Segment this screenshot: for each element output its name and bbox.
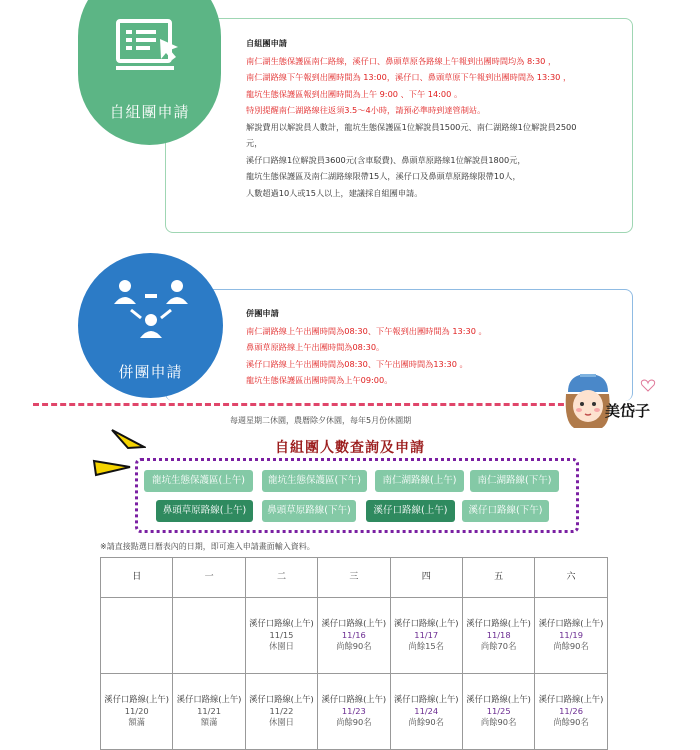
cell-date: 11/26 (559, 705, 583, 716)
route-button[interactable]: 南仁湖路線(上午) (375, 470, 464, 492)
cell-date: 11/24 (414, 705, 439, 716)
cell-date: 11/16 (341, 629, 366, 640)
dashed-divider (33, 403, 573, 406)
cell-route: 溪仔口路線(上午) (393, 618, 459, 629)
self-group-circle[interactable] (78, 0, 221, 145)
cell-status: 休園日 (269, 717, 294, 728)
query-title: 自組團人數查詢及申請 (275, 440, 425, 456)
cell-status: 尚餘70名 (480, 641, 517, 652)
calendar-week-row (101, 598, 608, 674)
cell-route: 溪仔口路線(上午) (466, 618, 531, 629)
cell-route: 溪仔口路線(上午) (466, 694, 531, 705)
calendar-day-cell[interactable] (101, 674, 173, 750)
calendar-day-cell[interactable] (173, 674, 245, 750)
cell-status: 尚餘90名 (408, 717, 444, 728)
self-group-line: 元， (246, 138, 263, 148)
calendar-day-cell[interactable] (535, 598, 607, 674)
calendar-day-cell[interactable] (390, 674, 462, 750)
weekday-header: 四 (390, 558, 462, 598)
join-group-line: 鼻頭草原路線上午出團時間為08:30。 (246, 342, 385, 352)
cell-status: 尚餘90名 (336, 717, 372, 728)
cell-status: 尚餘90名 (553, 717, 589, 728)
calendar-day-cell[interactable] (318, 674, 390, 750)
calendar-day-cell[interactable] (245, 674, 317, 750)
self-group-line: 特別提醒南仁湖路線往返須3.5～4小時，請預必準時到達管制站。 (246, 105, 486, 115)
cell-route: 溪仔口路線(上午) (321, 694, 387, 705)
yellow-arrow-icon (92, 457, 132, 477)
calendar-header-row (101, 558, 608, 598)
route-button[interactable]: 溪仔口路線(下午) (462, 500, 549, 522)
route-button[interactable]: 龍坑生態保護區(下午) (262, 470, 367, 492)
calendar-day-cell[interactable] (462, 598, 534, 674)
calendar-week-row (101, 674, 608, 750)
weekday-header: 一 (173, 558, 245, 598)
cell-route: 溪仔口路線(上午) (249, 694, 314, 705)
join-group-circle[interactable] (78, 253, 223, 398)
cell-date: 11/19 (559, 629, 583, 640)
weekday-header: 日 (101, 558, 173, 598)
cell-status: 額滿 (200, 717, 218, 728)
cell-date: 11/17 (414, 629, 439, 640)
cell-status: 額滿 (128, 717, 145, 728)
self-group-line: 龍坑生態保護區報到出團時間為上午 9:00 、下午 14:00 。 (246, 88, 463, 99)
calendar-empty-cell (173, 598, 245, 674)
cell-date: 11/18 (486, 629, 511, 640)
cell-date: 11/15 (269, 629, 294, 640)
self-group-line: 南仁湖路線下午報到出團時間為 13:00，溪仔口、鼻頭草原下午報到出團時間為 13:30 ， (246, 72, 572, 82)
route-button[interactable]: 鼻頭草原路線(下午) (262, 500, 356, 522)
self-group-circle-label: 自組團申請 (109, 103, 190, 121)
route-button-active[interactable]: 鼻頭草原路線(上午) (156, 500, 253, 522)
cell-route: 溪仔口路線(上午) (104, 694, 169, 705)
weekday-header: 二 (245, 558, 317, 598)
cell-status: 休園日 (269, 641, 294, 652)
route-button-active[interactable]: 溪仔口路線(上午) (366, 500, 455, 522)
calendar-empty-cell (101, 598, 173, 674)
join-group-circle-label: 併團申請 (118, 363, 183, 381)
self-group-line: 解說費用以解說員人數計，龍坑生態保護區1位解說員1500元、南仁湖路線1位解說員2500 (246, 121, 577, 132)
heart-icon (640, 377, 656, 393)
self-group-line: 龍坑生態保護區及南仁湖路線限帶15人，溪仔口及鼻頭草原路線限帶10人， (246, 171, 521, 181)
calendar-day-cell[interactable] (462, 674, 534, 750)
cell-status: 尚餘90名 (553, 641, 589, 652)
cell-date: 11/25 (486, 705, 511, 716)
cell-status: 尚餘90名 (336, 641, 372, 652)
weekday-header: 五 (462, 558, 534, 598)
calendar-day-cell[interactable] (535, 674, 607, 750)
cell-route: 溪仔口路線(上午) (249, 618, 314, 629)
join-group-line: 南仁湖路線上午出團時間為08:30、下午報到出團時間為 13:30 。 (246, 325, 487, 336)
cell-route: 溪仔口路線(上午) (538, 618, 604, 629)
self-group-line: 人數超過10人或15人以上，建議採自組團申請。 (246, 187, 423, 198)
cell-date: 11/22 (269, 705, 294, 716)
cell-route: 溪仔口路線(上午) (393, 694, 459, 705)
mascot-name: 美岱子 (605, 402, 651, 420)
application-form-icon (116, 19, 184, 75)
calendar-day-cell[interactable] (390, 598, 462, 674)
cell-route: 溪仔口路線(上午) (538, 694, 604, 705)
closure-notice: 每週星期二休園，農曆除夕休園，每年5月份休園期 (230, 416, 412, 425)
join-group-line: 龍坑生態保護區出團時間為上午09:00。 (246, 375, 393, 385)
join-group-card-title: 併團申請 (246, 308, 279, 318)
route-button[interactable]: 南仁湖路線(下午) (470, 470, 559, 492)
cell-date: 11/21 (197, 705, 222, 716)
route-button[interactable]: 龍坑生態保護區(上午) (144, 470, 253, 492)
join-group-line: 溪仔口路線上午出團時間為08:30、下午出團時間為13:30 。 (246, 358, 468, 369)
group-people-icon (111, 278, 191, 342)
cell-date: 11/20 (124, 705, 149, 716)
calendar-tip: ※請直接點選日曆表內的日期，即可進入申請畫面輸入資料。 (100, 542, 315, 551)
self-group-card (165, 18, 633, 233)
calendar-day-cell[interactable] (245, 598, 317, 674)
cell-status: 尚餘15名 (408, 641, 444, 652)
weekday-header: 六 (535, 558, 607, 598)
cell-route: 溪仔口路線(上午) (176, 694, 242, 705)
self-group-line: 南仁湖生態保護區南仁路線，溪仔口、鼻頭草原各路線上午報到出團時間均為 8:30 ， (246, 55, 557, 66)
calendar-table (100, 557, 608, 750)
self-group-card-title: 自組團申請 (246, 38, 287, 48)
self-group-line: 溪仔口路線1位解說員3600元(含車駁費)、鼻頭草原路線1位解說員1800元， (246, 154, 526, 165)
weekday-header: 三 (318, 558, 390, 598)
cell-date: 11/23 (341, 705, 366, 716)
cell-route: 溪仔口路線(上午) (321, 618, 387, 629)
calendar-day-cell[interactable] (318, 598, 390, 674)
cell-status: 尚餘90名 (480, 717, 517, 728)
